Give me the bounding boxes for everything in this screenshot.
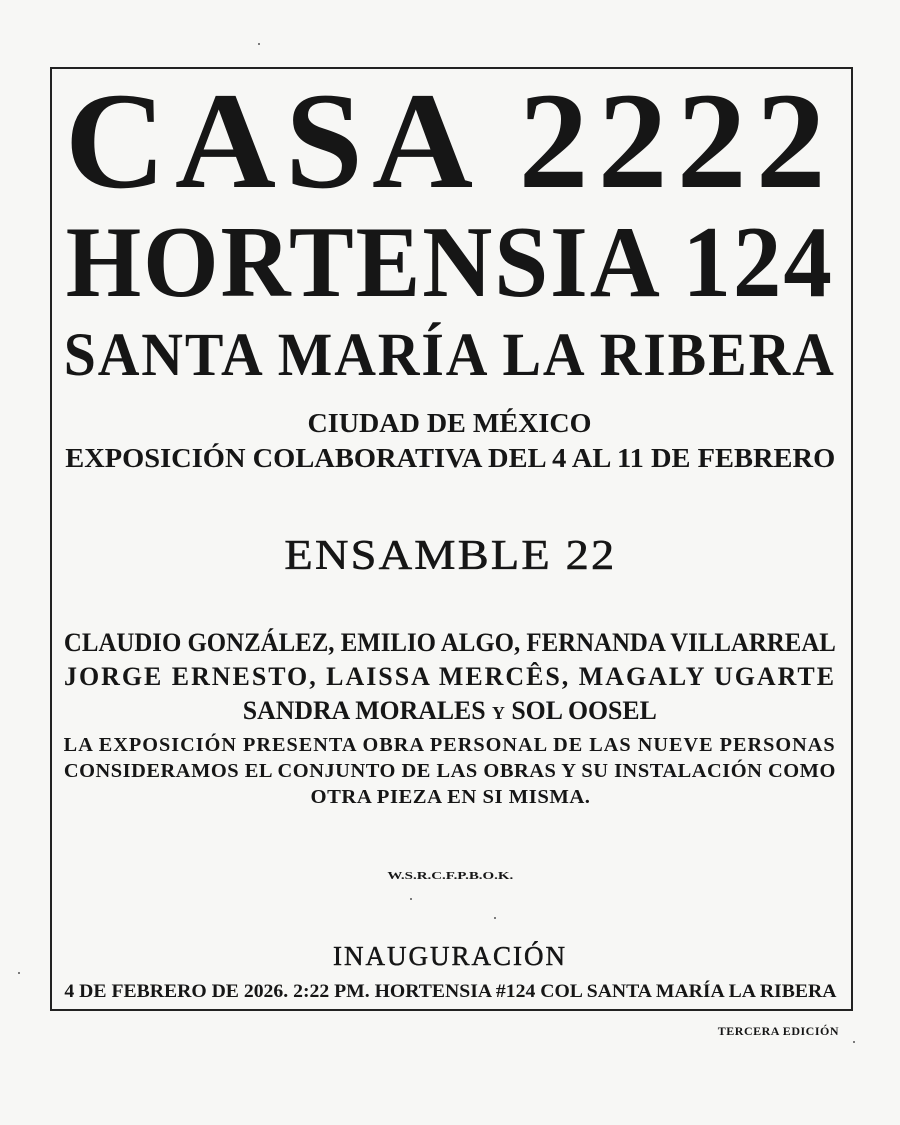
group-name: ENSAMBLE 22 — [283, 533, 616, 579]
description-line-3: OTRA PIEZA EN SI MISMA. — [310, 786, 590, 808]
paper-speck — [258, 43, 260, 45]
paper-speck — [853, 1041, 855, 1043]
code-text: W.S.R.C.F.P.B.O.K. — [387, 870, 513, 882]
opening-details: 4 DE FEBRERO DE 2026. 2:22 PM. HORTENSIA #124 COL SANTA MARÍA LA RIBERA — [63, 981, 836, 1002]
city: CIUDAD DE MÉXICO — [307, 408, 592, 438]
artist-name: SOL OOSEL — [511, 696, 658, 725]
paper-speck — [410, 898, 412, 900]
paper-speck — [18, 972, 20, 974]
address-street: HORTENSIA 124 — [65, 206, 835, 319]
opening-heading: INAUGURACIÓN — [333, 941, 567, 971]
exhibition-dates: EXPOSICIÓN COLABORATIVA DEL 4 AL 11 DE FEBRERO — [64, 443, 836, 473]
artists-line-3 — [243, 698, 657, 724]
description-line-1: LA EXPOSICIÓN PRESENTA OBRA PERSONAL DE LAS NUEVE PERSONAS — [64, 734, 836, 756]
paper-speck — [494, 917, 496, 919]
artists-line-1: CLAUDIO GONZÁLEZ, EMILIO ALGO, FERNANDA VILLARREAL — [64, 628, 836, 657]
artist-name: SANDRA MORALES — [242, 696, 486, 725]
neighborhood: SANTA MARÍA LA RIBERA — [64, 322, 836, 389]
poster-title: CASA 2222 — [64, 64, 836, 217]
artists-line-2: JORGE ERNESTO, LAISSA MERCÊS, MAGALY UGARTE — [64, 662, 836, 691]
conjunction: Y — [492, 703, 506, 723]
description-line-2: CONSIDERAMOS EL CONJUNTO DE LAS OBRAS Y SU INSTALACIÓN COMO — [64, 760, 836, 782]
edition-label: TERCERA EDICIÓN — [717, 1024, 839, 1038]
